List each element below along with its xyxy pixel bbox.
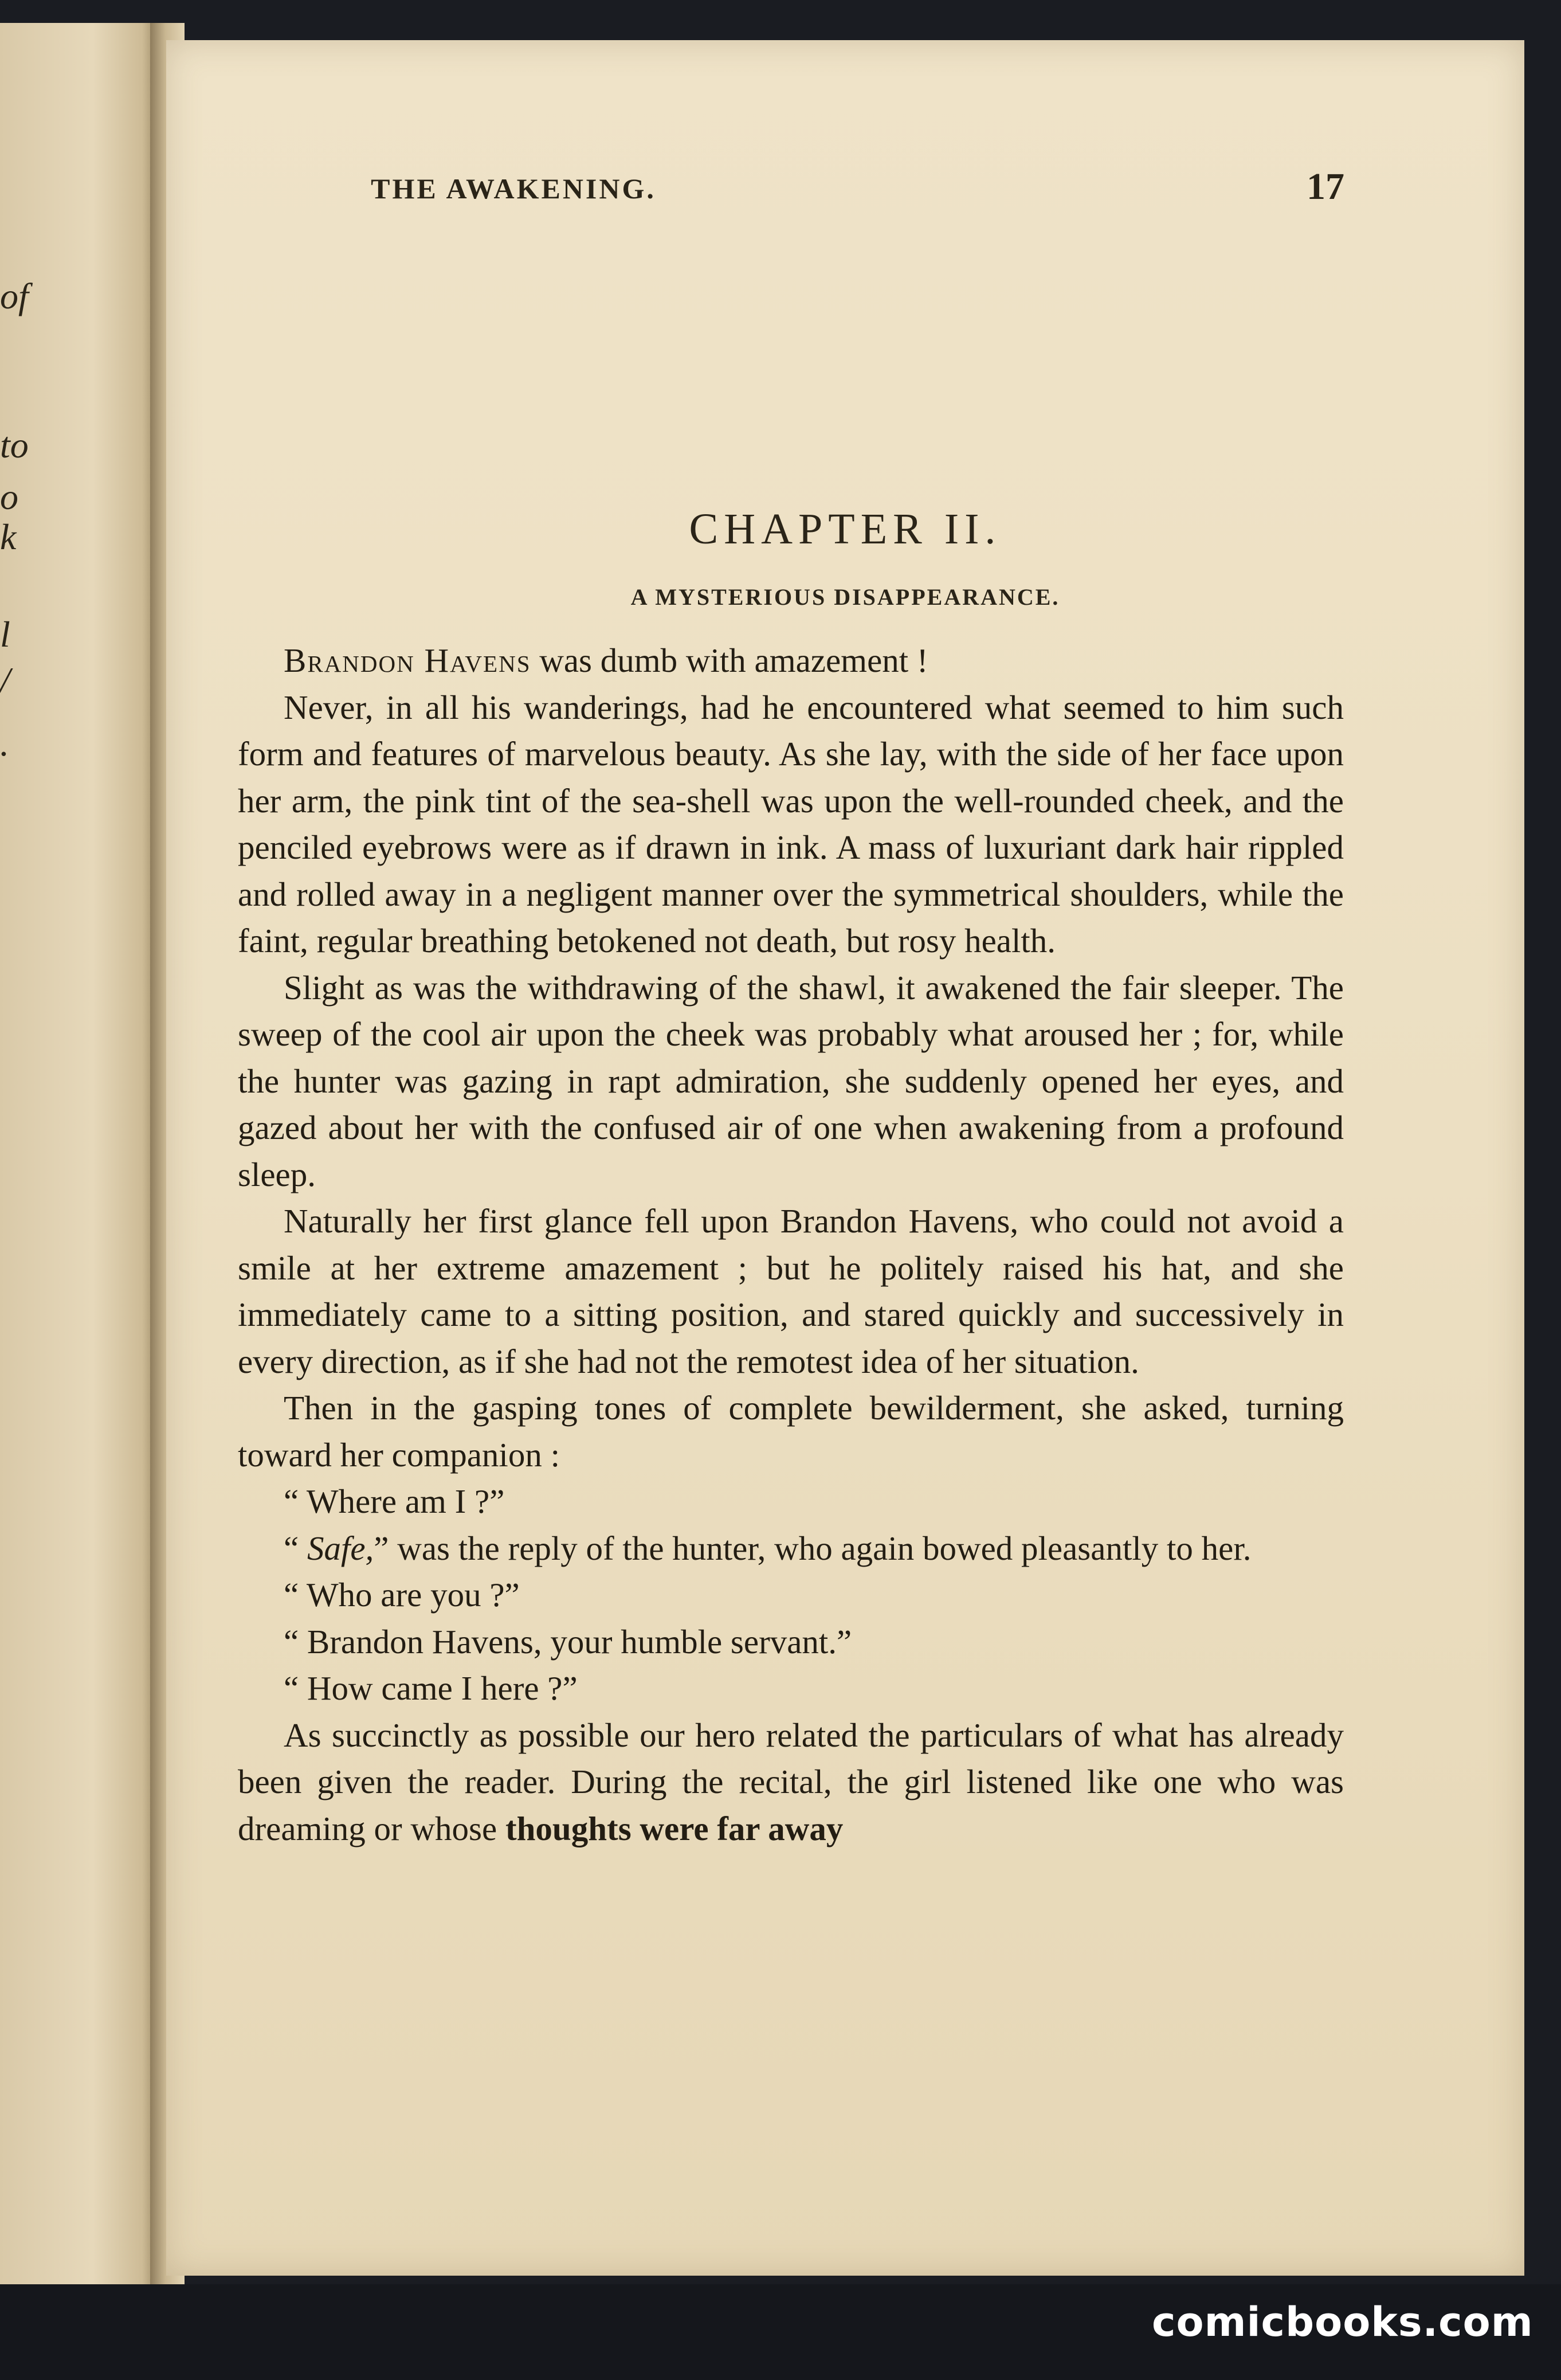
left-page-fragment: / (0, 660, 10, 700)
paragraph-text-bold: thoughts were far away (505, 1809, 844, 1847)
watermark: comicbooks.com (1152, 2299, 1533, 2346)
paragraph: Naturally her first glance fell upon Brandon Havens, who could not avoid a smile at her extreme amazement ; but he politely raised his hat, and she immediately came to a sitting position, and stared quickly and successively in every direction, as if she had not the remotest idea of her situation. (238, 1202, 1344, 1380)
paragraph-text: As succinctly as possible our hero related the particulars of what has already been given the reader. During the recital, the girl listened like one who was dreaming or whose (238, 1716, 1344, 1847)
left-page-fragment: of (0, 276, 29, 316)
dialogue-line (238, 1525, 1344, 1572)
chapter-body (238, 637, 1344, 1852)
paragraph-text: ” was the reply of the hunter, who again bowed pleasantly to her. (374, 1529, 1252, 1567)
quote-open: “ (284, 1529, 307, 1567)
left-page-fragment: l (0, 614, 10, 655)
paragraph: Never, in all his wanderings, had he encountered what seemed to him such form and features of marvelous beauty. As she lay, with the side of her face upon her arm, the pink tint of the sea-shell was upon the well-rounded cheek, and the penciled eyebrows were as if drawn in ink. A mass of luxuriant dark hair rippled and rolled away in a negligent manner over the symmetrical shoulders, while the faint, regular breathing betokened not death, but rosy health. (238, 688, 1344, 960)
running-head: THE AWAKENING. (371, 173, 656, 205)
dialogue-line: “ Brandon Havens, your humble servant.” (284, 1622, 852, 1661)
left-page-fragment: . (0, 723, 9, 764)
left-facing-page-edge (0, 23, 155, 2310)
dialogue-line: “ Where am I ?” (284, 1482, 505, 1520)
paragraph (238, 1712, 1344, 1853)
paragraph: Slight as was the withdrawing of the shawl, it awakened the fair sleeper. The sweep of the cool air upon the cheek was probably what aroused her ; for, while the hunter was gazing in rapt admiration, she suddenly opened her eyes, and gazed about her with the confused air of one when awakening from a profound sleep. (238, 968, 1344, 1193)
left-page-fragment: o (0, 476, 18, 517)
dialogue-line: “ How came I here ?” (284, 1669, 578, 1707)
left-page-fragment: to (0, 425, 29, 465)
paragraph: Then in the gasping tones of complete bewilderment, she asked, turning toward her companion : (238, 1389, 1344, 1474)
left-page-fragment: k (0, 516, 17, 557)
dialogue-line: “ Who are you ?” (284, 1576, 520, 1614)
page-number: 17 (1307, 166, 1344, 208)
paragraph-text: was dumb with amazement ! (531, 641, 928, 679)
chapter-subtitle: A MYSTERIOUS DISAPPEARANCE. (630, 584, 1060, 610)
paragraph (238, 637, 1344, 684)
italic-word: Safe, (307, 1529, 374, 1567)
chapter-title: CHAPTER II. (689, 505, 1002, 553)
character-name: Brandon Havens (284, 641, 531, 679)
